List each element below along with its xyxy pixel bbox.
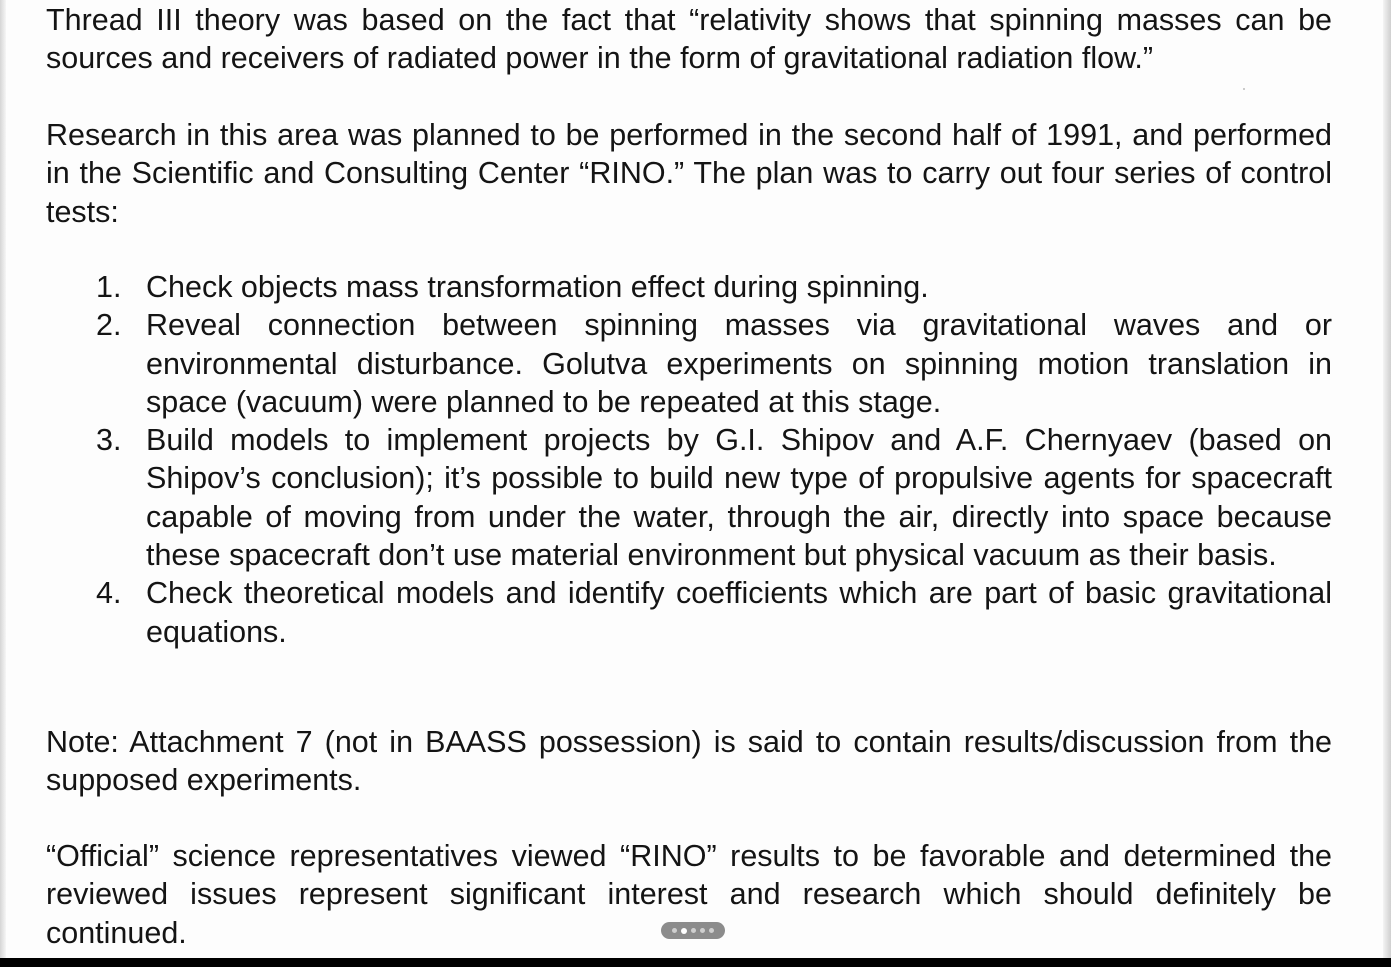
list-item-number: 2. xyxy=(96,308,122,343)
list-item-text: Reveal connection between spinning masses via gravitational waves and or environmental disturbance. Golutva experiments on spinning motion translation in space (vacuum) were planned to be repeated at this stage. xyxy=(146,308,1332,419)
page-dot[interactable] xyxy=(709,928,714,933)
page-dot[interactable] xyxy=(672,928,677,933)
list-item xyxy=(46,306,1332,421)
list-item-number: 3. xyxy=(96,423,122,458)
page-dot[interactable] xyxy=(700,928,705,933)
list-item xyxy=(46,421,1332,574)
list-item-number: 4. xyxy=(96,576,122,611)
list-item-text: Build models to implement projects by G.I. Shipov and A.F. Chernyaev (based on Shipov’s conclusion); it’s possible to build new type of propulsive agents for spacecraft capable of moving from under the water, through the air, directly into space because these spacecraft don’t use material environment but physical vacuum as their basis. xyxy=(146,423,1332,573)
list-item-number: 1. xyxy=(96,270,122,304)
page-indicator[interactable] xyxy=(661,922,725,939)
bottom-bar xyxy=(0,958,1391,967)
control-tests-list xyxy=(46,268,1332,651)
scan-speck xyxy=(1243,88,1245,90)
paragraph-note: Note: Attachment 7 (not in BAASS possession) is said to contain results/discussion from the supposed experiments. xyxy=(46,725,1332,798)
paragraph-official-science: “Official” science representatives viewed “RINO” results to be favorable and determined the reviewed issues represent significant interest and research which should definitely be continued. xyxy=(46,839,1332,950)
page-dot[interactable] xyxy=(681,928,687,934)
page-dot[interactable] xyxy=(691,928,696,933)
list-item-text: Check theoretical models and identify coefficients which are part of basic gravitational equations. xyxy=(146,576,1332,649)
page-left-edge xyxy=(0,0,6,958)
list-item xyxy=(46,574,1332,651)
list-item xyxy=(46,268,1332,306)
paragraph-thread-iii: Thread III theory was based on the fact that “relativity shows that spinning masses can be sources and receivers of radiated power in the form of gravitational radiation flow.” xyxy=(46,3,1332,76)
list-item-text: Check objects mass transformation effect during spinning. xyxy=(146,270,929,304)
page-right-edge xyxy=(1383,0,1391,958)
paragraph-research: Research in this area was planned to be performed in the second half of 1991, and performed in the Scientific and Consulting Center “RINO.” The plan was to carry out four series of control tests: xyxy=(46,118,1332,229)
